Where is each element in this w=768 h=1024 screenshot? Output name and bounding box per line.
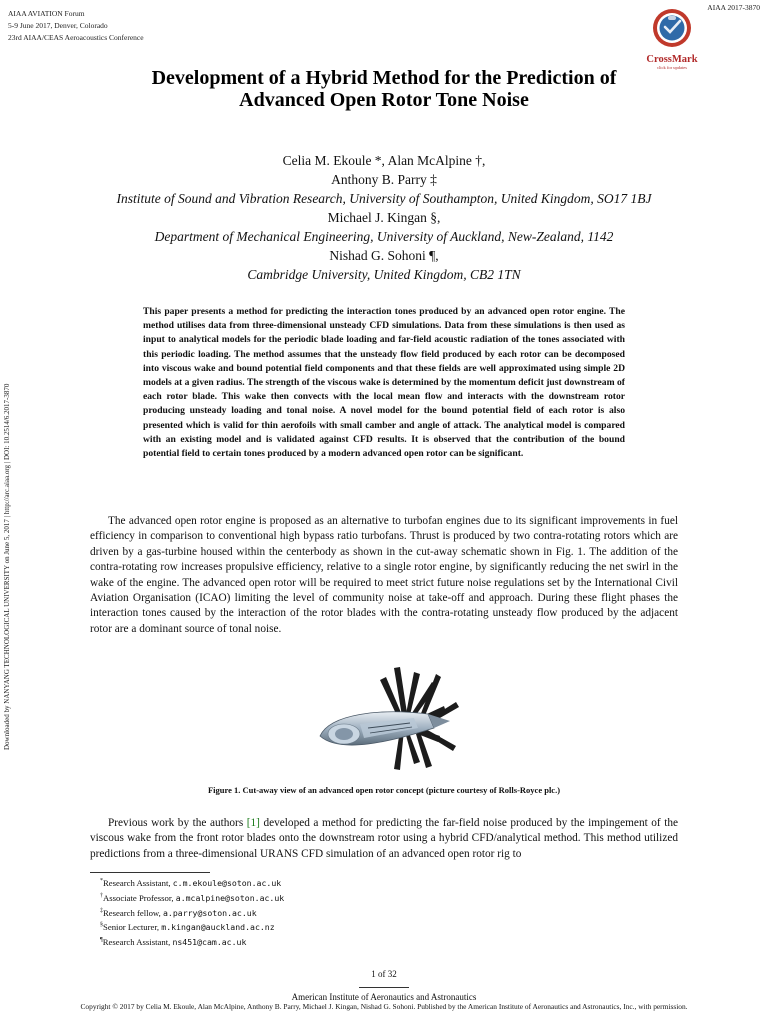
- abstract: This paper presents a method for predicting the interaction tones produced by an advanced open rotor engine. The method utilises data from three-dimensional unsteady CFD simulations. Data from these simulations is then used as input to analytical models for the periodic blade loading and far-field acoustic radiation of the tones associated with this periodic loading. The method assumes that the unsteady flow field produced by each rotor can be decomposed into viscous wake and bound potential field components and that these fields are well approximated using simple 2D models at a given radius. The strength of the viscous wake is determined by the momentum deficit just downstream of each rotor blade. This wake then convects with the local mean flow and interacts with the downstream rotor producing unsteady loading and tonal noise. A novel model for the bound potential field of each rotor is also presented which is valid for thin aerofoils with small camber and angle of attack. The analytical model is compared with an existing model and is validated against CFD results. It is observed that the contribution of the bound potential field to certain tones produced by a modern advanced open rotor can be significant.: [143, 306, 625, 460]
- author-line: Anthony B. Parry ‡: [331, 172, 437, 187]
- conference-header: [8, 8, 144, 44]
- footnote-role: Research Assistant,: [102, 937, 171, 948]
- author-line: Nishad G. Sohoni ¶,: [329, 248, 439, 263]
- paper-title: [84, 67, 684, 111]
- title-line-2: Advanced Open Rotor Tone Noise: [239, 89, 529, 111]
- open-rotor-figure: [310, 658, 470, 778]
- footnote-rule: [90, 872, 210, 873]
- footnote-email[interactable]: a.parry@soton.ac.uk: [162, 907, 257, 918]
- footnote: [100, 905, 284, 920]
- crossmark-icon: [652, 8, 692, 48]
- author-block: [40, 151, 728, 284]
- footnote-email[interactable]: ns451@cam.ac.uk: [172, 937, 247, 948]
- footnote-mark: †: [100, 892, 103, 899]
- download-watermark: Downloaded by NANYANG TECHNOLOGICAL UNIVERSITY on June 5, 2017 | http://arc.aiaa.org | DOI: 10.2514/6.2017-3870: [3, 383, 11, 750]
- crossmark-label: CrossMark: [646, 54, 698, 65]
- forum-dates: 5-9 June 2017, Denver, Colorado: [8, 21, 108, 30]
- footer-rule: [359, 987, 409, 988]
- crossmark-badge[interactable]: [640, 8, 704, 70]
- conference-name: 23rd AIAA/CEAS Aeroacoustics Conference: [8, 33, 144, 42]
- author-line: Celia M. Ekoule *, Alan McAlpine †,: [282, 153, 486, 168]
- author-line: Michael J. Kingan §,: [327, 210, 441, 225]
- footnote-role: Research fellow,: [103, 907, 161, 918]
- footnote: [100, 919, 284, 934]
- crossmark-sub: click for updates: [657, 65, 687, 70]
- footnote-email[interactable]: m.kingan@auckland.ac.nz: [161, 922, 275, 933]
- footnote-email[interactable]: c.m.ekoule@soton.ac.uk: [172, 877, 282, 888]
- affiliation: Cambridge University, United Kingdom, CB2 1TN: [247, 267, 521, 282]
- forum-name: AIAA AVIATION Forum: [8, 9, 85, 18]
- copyright-notice: Copyright © 2017 by Celia M. Ekoule, Alan McAlpine, Anthony B. Parry, Michael J. Kingan, Nishad G. Sohoni. Published by the American Institute of Aeronautics and Astronautics, Inc., with permission.: [80, 1002, 688, 1011]
- footnote-mark: ‡: [100, 907, 103, 914]
- footnote-mark: *: [100, 878, 103, 884]
- document-id: AIAA 2017-3870: [707, 3, 760, 12]
- footnote: [100, 890, 284, 905]
- affiliation: Department of Mechanical Engineering, University of Auckland, New-Zealand, 1142: [154, 229, 614, 244]
- title-line-1: Development of a Hybrid Method for the Prediction of: [151, 67, 617, 89]
- affiliation: Institute of Sound and Vibration Research, University of Southampton, United Kingdom, SO17 1BJ: [116, 191, 652, 206]
- publisher-name: American Institute of Aeronautics and Astronautics: [291, 992, 477, 1002]
- footnotes: [100, 875, 284, 949]
- figure-caption: Figure 1. Cut-away view of an advanced open rotor concept (picture courtesy of Rolls-Royce plc.): [207, 785, 561, 795]
- body-paragraph: [90, 816, 678, 862]
- footnote-mark: §: [100, 922, 103, 929]
- footnote-email[interactable]: a.mcalpine@soton.ac.uk: [175, 892, 285, 903]
- footnote-role: Associate Professor,: [103, 892, 174, 903]
- footnote-role: Senior Lecturer,: [103, 922, 160, 933]
- footnote: [100, 875, 284, 890]
- paragraph-text: developed a method for predicting the far-field noise produced by the impingement of the viscous wake from the front rotor blades onto the downstream rotor using a hybrid CFD/analytical method. This method utilized predictions from a three-dimensional URANS CFD simulation of an advanced open rotor rig to: [90, 817, 678, 860]
- footnote: [100, 934, 284, 949]
- footnote-role: Research Assistant,: [103, 877, 171, 888]
- citation-link[interactable]: [1]: [246, 817, 260, 829]
- footnote-mark: ¶: [100, 937, 103, 944]
- body-paragraph: The advanced open rotor engine is proposed as an alternative to turbofan engines due to its significant improvements in fuel efficiency in comparison to conventional high bypass ratio turbofans. Thrust is produced by two contra-rotating rotors which are driven by a gas-turbine housed within the centerbody as shown in the cut-away schematic shown in Fig. 1. The addition of the contra-rotating row increases propulsive efficiency, relative to a single rotor engine, by significantly reducing the net swirl in the wake of the engine. The advanced open rotor will be required to meet strict future noise regulations set by the International Civil Aviation Organisation (ICAO) limiting the level of community noise at take-off and approach. During these flight phases the interaction tones caused by the interaction of the rotor blades with the contra-rotating unsteady flow produced by the adjacent rotor are a dominant source of tonal noise.: [90, 515, 678, 635]
- paragraph-text: Previous work by the authors: [108, 817, 247, 829]
- page-number: 1 of 32: [371, 969, 397, 979]
